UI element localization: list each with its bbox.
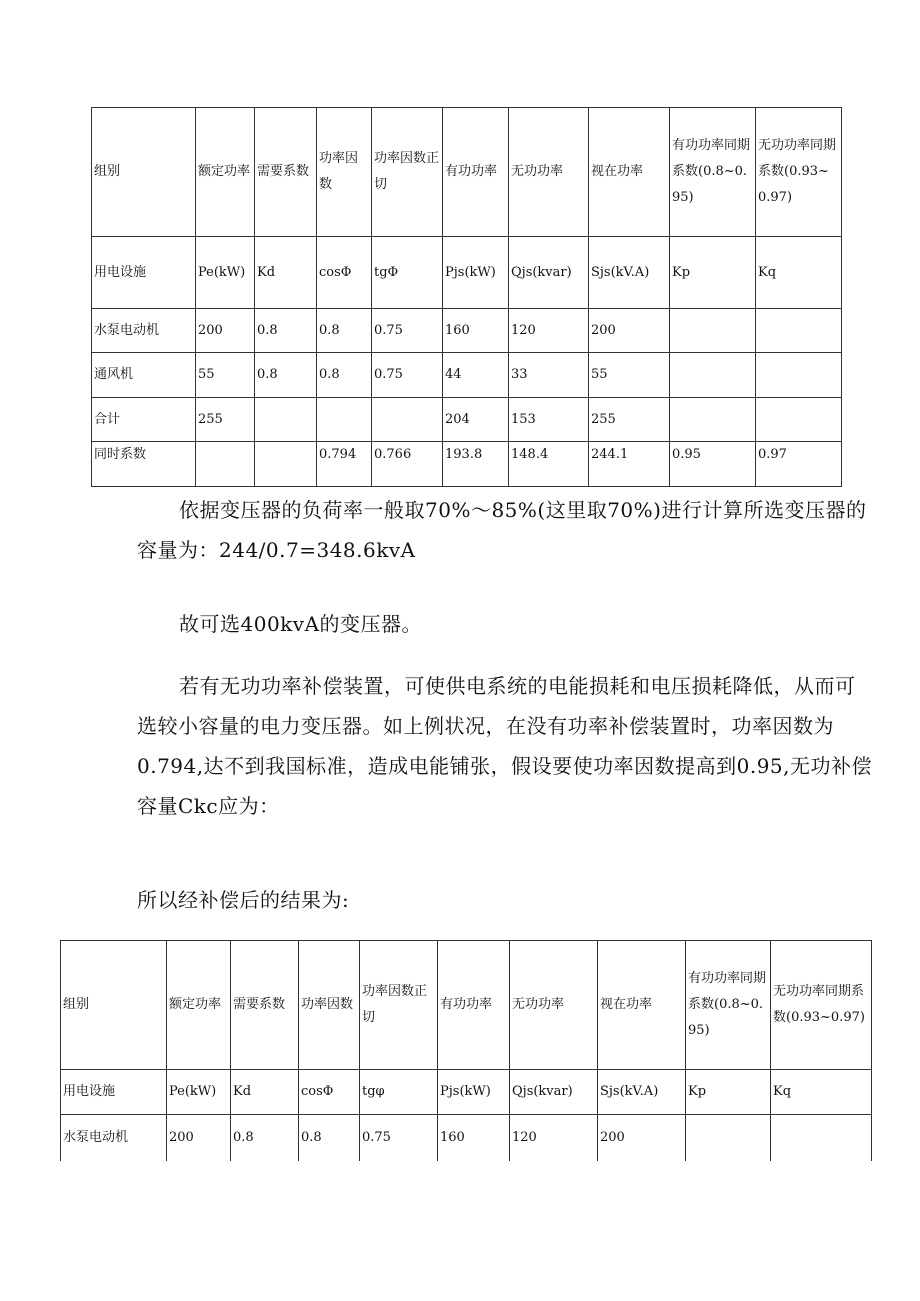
cell: 通风机	[92, 353, 196, 398]
compensated-result-table	[60, 940, 872, 1161]
header-cell: 有功功率同期系数(0.8~0.95)	[686, 941, 771, 1070]
cell: 0.75	[360, 1115, 438, 1161]
unit-cell: Kd	[255, 237, 317, 309]
compensation-paragraph: 若有无功功率补偿装置，可使供电系统的电能损耗和电压损耗降低，从而可选较小容量的电力变压器。如上例状况，在没有功率补偿装置时，功率因数为0.794,达不到我国标准，造成电能铺张，假设要使功率因数提高到0.95,无功补偿容量Ckc应为：	[137, 674, 873, 818]
header-cell: 视在功率	[589, 108, 670, 237]
unit-cell: Pjs(kW)	[438, 1070, 510, 1115]
cell	[255, 398, 317, 442]
cell: 200	[196, 309, 255, 353]
cell: 200	[167, 1115, 231, 1161]
cell: 水泵电动机	[92, 309, 196, 353]
cell: 200	[589, 309, 670, 353]
units-row	[92, 237, 842, 309]
cell: 0.8	[255, 353, 317, 398]
unit-cell: Sjs(kV.A)	[589, 237, 670, 309]
unit-cell: tgΦ	[372, 237, 443, 309]
cell: 255	[196, 398, 255, 442]
cell: 水泵电动机	[61, 1115, 167, 1161]
cell	[196, 442, 255, 487]
header-cell: 无功功率	[509, 108, 589, 237]
cell	[686, 1115, 771, 1161]
cell: 0.8	[299, 1115, 360, 1161]
simultaneity-row	[92, 442, 842, 487]
cell: 204	[443, 398, 509, 442]
table-header-row	[61, 941, 872, 1070]
result-intro-paragraph: 所以经补偿后的结果为:	[137, 888, 350, 912]
unit-cell: 用电设施	[92, 237, 196, 309]
cell	[670, 353, 756, 398]
cell: 193.8	[443, 442, 509, 487]
units-row	[61, 1070, 872, 1115]
cell: 合计	[92, 398, 196, 442]
table-row	[92, 309, 842, 353]
cell	[771, 1115, 872, 1161]
header-cell: 需要系数	[255, 108, 317, 237]
cell	[255, 442, 317, 487]
unit-cell: cosΦ	[299, 1070, 360, 1115]
cell: 33	[509, 353, 589, 398]
cell: 153	[509, 398, 589, 442]
table-row	[92, 353, 842, 398]
header-cell: 组别	[92, 108, 196, 237]
unit-cell: Kd	[231, 1070, 299, 1115]
unit-cell: Kp	[670, 237, 756, 309]
cell: 160	[438, 1115, 510, 1161]
header-cell: 有功功率同期系数(0.8~0.95)	[670, 108, 756, 237]
cell: 120	[510, 1115, 598, 1161]
cell: 0.8	[317, 309, 372, 353]
cell: 120	[509, 309, 589, 353]
table-row	[61, 1115, 872, 1161]
header-cell: 功率因数正切	[372, 108, 443, 237]
unit-cell: Pjs(kW)	[443, 237, 509, 309]
header-cell: 功率因数正切	[360, 941, 438, 1070]
cell: 44	[443, 353, 509, 398]
cell: 0.8	[317, 353, 372, 398]
unit-cell: Sjs(kV.A)	[598, 1070, 686, 1115]
cell: 244.1	[589, 442, 670, 487]
cell: 0.95	[670, 442, 756, 487]
total-row	[92, 398, 842, 442]
cell	[372, 398, 443, 442]
load-calculation-table	[91, 107, 842, 487]
unit-cell: Pe(kW)	[167, 1070, 231, 1115]
unit-cell: 用电设施	[61, 1070, 167, 1115]
cell: 0.8	[231, 1115, 299, 1161]
unit-cell: Kq	[756, 237, 842, 309]
header-cell: 组别	[61, 941, 167, 1070]
cell: 0.794	[317, 442, 372, 487]
cell: 0.75	[372, 309, 443, 353]
cell	[317, 398, 372, 442]
header-cell: 无功功率	[510, 941, 598, 1070]
unit-cell: cosΦ	[317, 237, 372, 309]
cell	[670, 398, 756, 442]
cell: 55	[196, 353, 255, 398]
table-header-row	[92, 108, 842, 237]
capacity-calculation-paragraph: 依据变压器的负荷率一般取70%～85%(这里取70%)进行计算所选变压器的容量为：244/0.7=348.6kvA	[137, 498, 867, 562]
header-cell: 功率因数	[299, 941, 360, 1070]
cell	[756, 309, 842, 353]
unit-cell: Qjs(kvar)	[510, 1070, 598, 1115]
cell	[670, 309, 756, 353]
header-cell: 有功功率	[438, 941, 510, 1070]
unit-cell: Pe(kW)	[196, 237, 255, 309]
header-cell: 功率因数	[317, 108, 372, 237]
cell: 同时系数	[92, 442, 196, 487]
cell	[756, 398, 842, 442]
header-cell: 有功功率	[443, 108, 509, 237]
header-cell: 需要系数	[231, 941, 299, 1070]
transformer-choice-paragraph: 故可选400kvA的变压器。	[179, 612, 423, 636]
cell: 255	[589, 398, 670, 442]
cell: 148.4	[509, 442, 589, 487]
cell: 55	[589, 353, 670, 398]
cell	[756, 353, 842, 398]
unit-cell: tgφ	[360, 1070, 438, 1115]
header-cell: 无功功率同期系数(0.93~0.97)	[756, 108, 842, 237]
header-cell: 额定功率	[196, 108, 255, 237]
header-cell: 额定功率	[167, 941, 231, 1070]
unit-cell: Kp	[686, 1070, 771, 1115]
cell: 0.75	[372, 353, 443, 398]
unit-cell: Qjs(kvar)	[509, 237, 589, 309]
cell: 160	[443, 309, 509, 353]
header-cell: 无功功率同期系数(0.93~0.97)	[771, 941, 872, 1070]
header-cell: 视在功率	[598, 941, 686, 1070]
cell: 0.766	[372, 442, 443, 487]
cell: 0.8	[255, 309, 317, 353]
cell: 200	[598, 1115, 686, 1161]
cell: 0.97	[756, 442, 842, 487]
unit-cell: Kq	[771, 1070, 872, 1115]
